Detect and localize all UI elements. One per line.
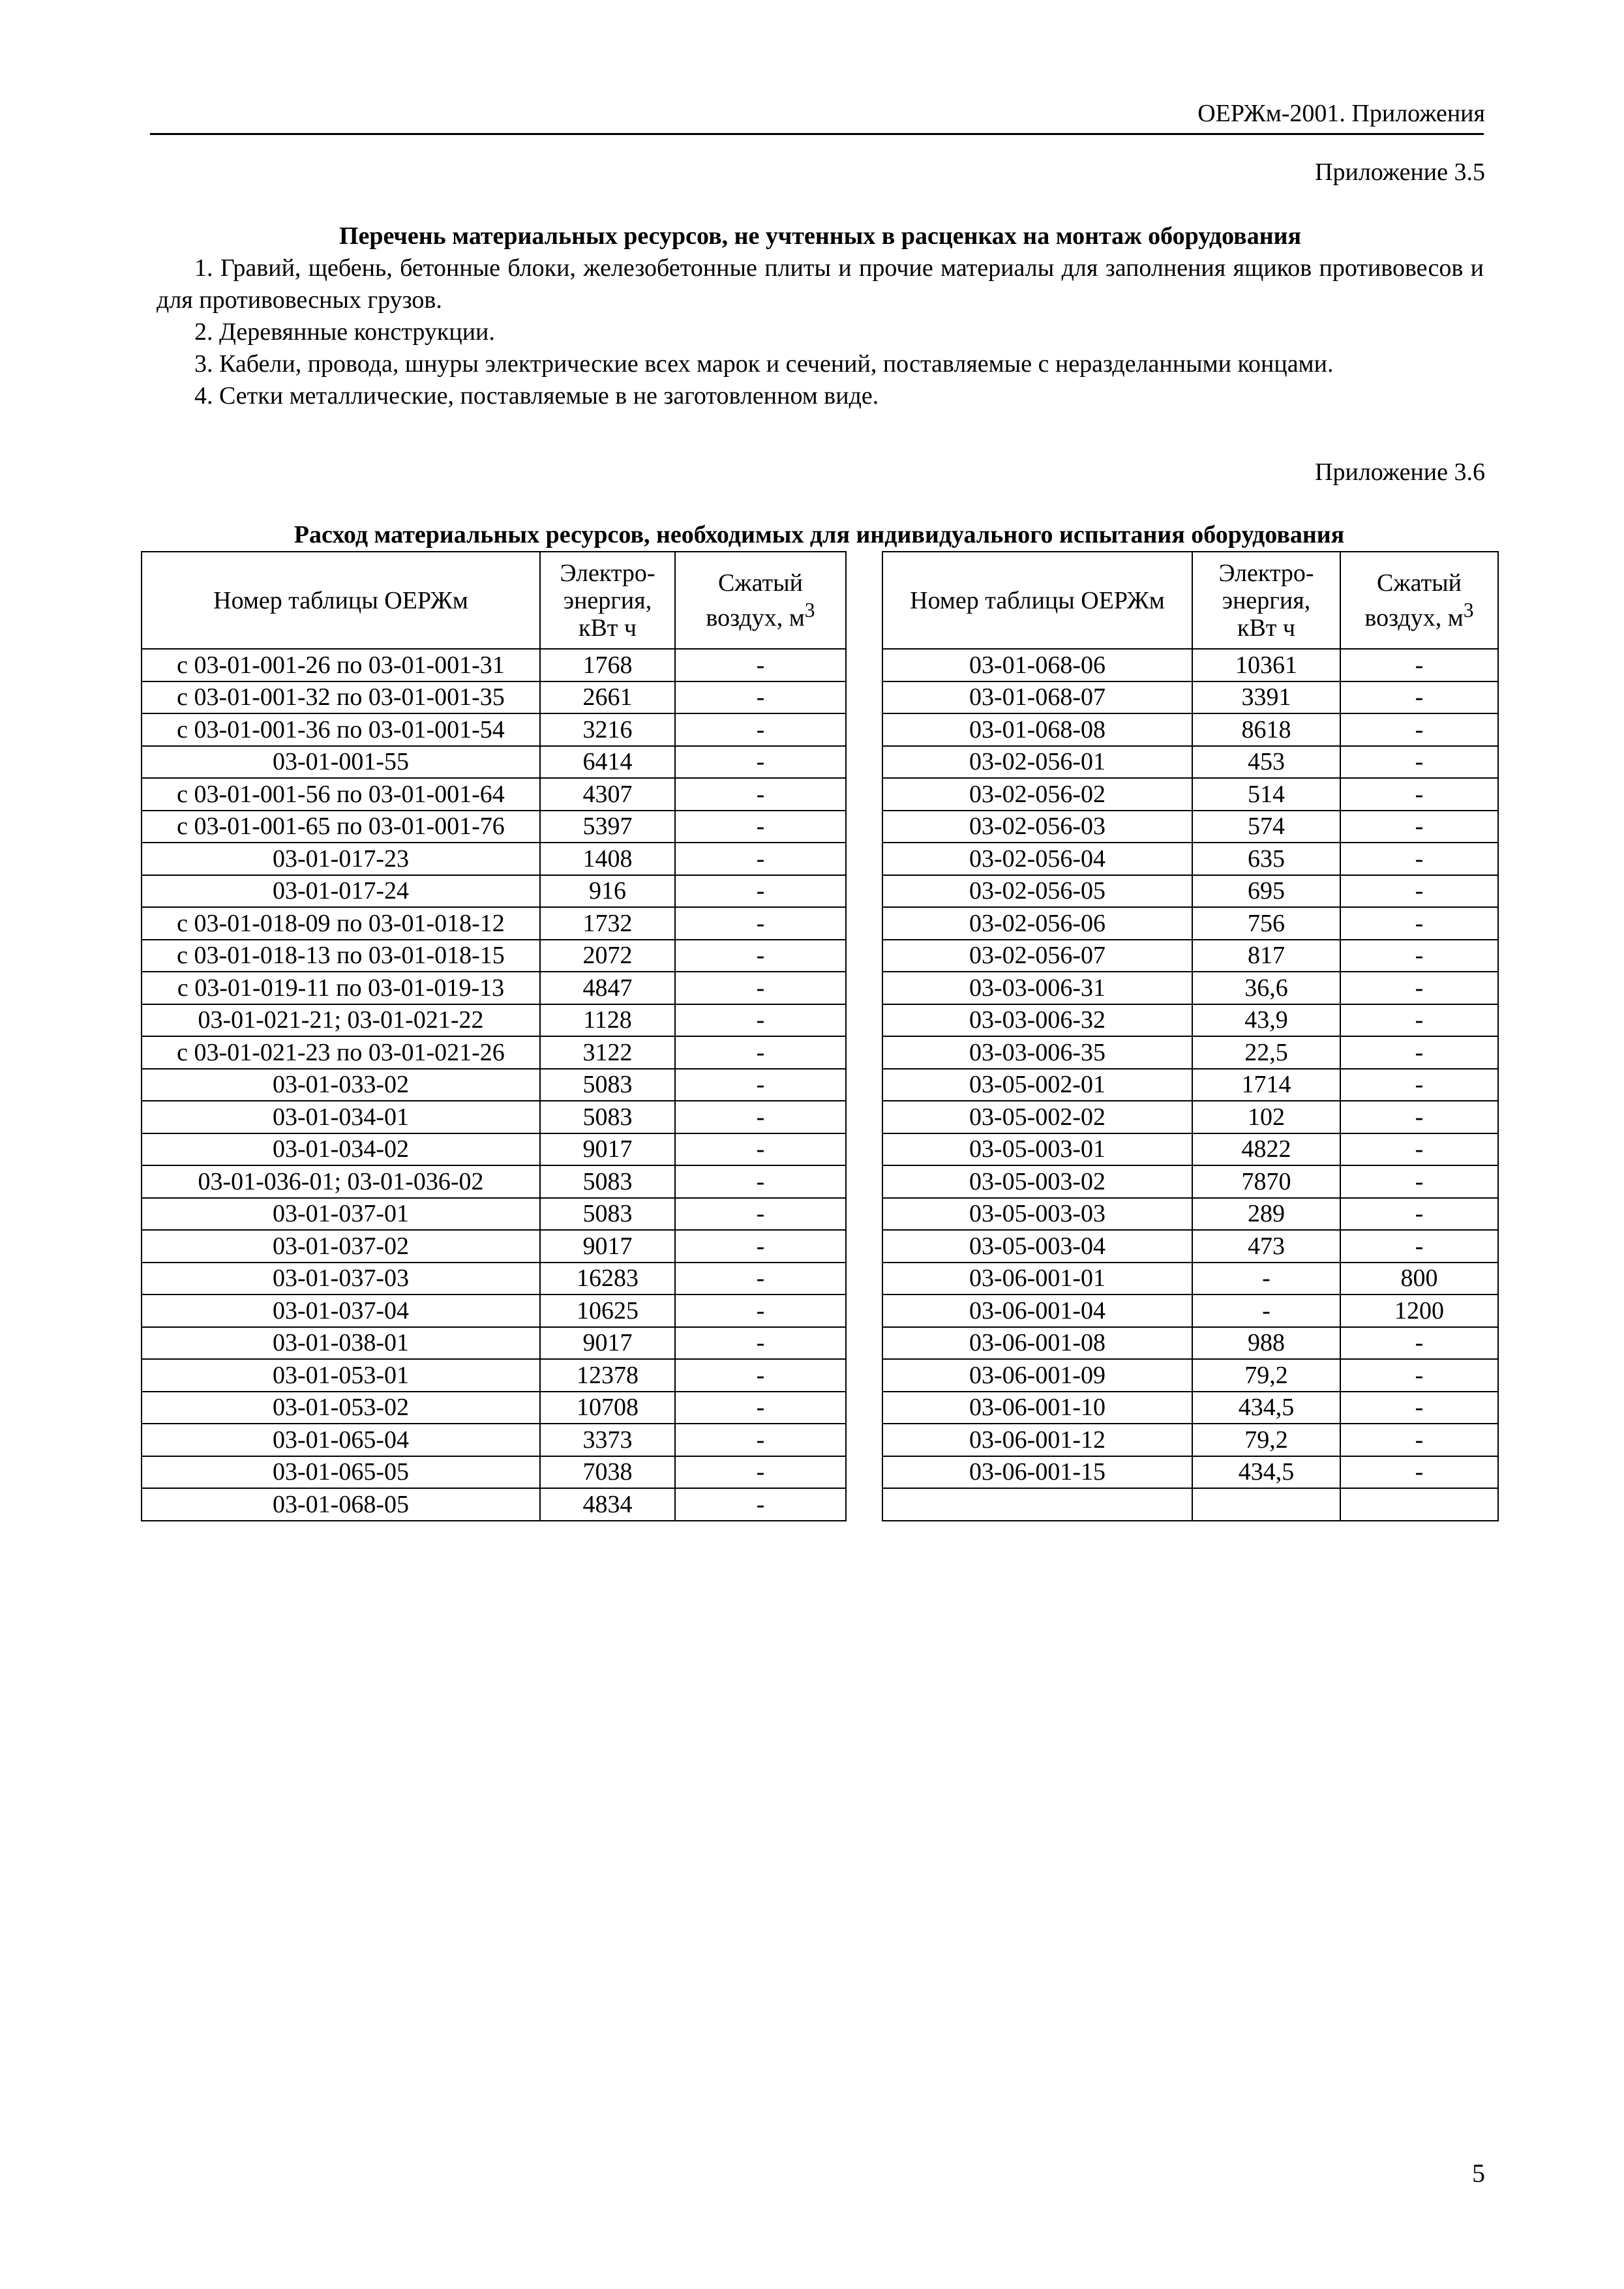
cell-table-number: 03-06-001-01 — [882, 1263, 1192, 1295]
table-row — [142, 1392, 846, 1424]
cell-energy: - — [1192, 1294, 1340, 1327]
cell-air: - — [675, 778, 846, 811]
cell-table-number: 03-01-068-08 — [882, 713, 1192, 746]
cell-table-number: 03-01-037-03 — [142, 1263, 540, 1295]
cell-table-number: 03-03-006-31 — [882, 972, 1192, 1004]
cell-air: - — [1340, 1101, 1498, 1133]
table-row — [882, 1133, 1498, 1166]
cell-energy: 1732 — [540, 907, 675, 940]
cell-air: - — [675, 1198, 846, 1231]
cell-table-number: 03-01-037-04 — [142, 1294, 540, 1327]
table-row — [142, 843, 846, 875]
cell-energy: 5083 — [540, 1165, 675, 1198]
column-header-table-number: Номер таблицы ОЕРЖм — [882, 552, 1192, 649]
cell-energy: 16283 — [540, 1263, 675, 1295]
cell-table-number: 03-03-006-35 — [882, 1036, 1192, 1069]
cell-energy — [1192, 1488, 1340, 1521]
cell-energy: 574 — [1192, 811, 1340, 843]
cell-table-number: 03-06-001-15 — [882, 1456, 1192, 1489]
cell-energy: 3373 — [540, 1424, 675, 1456]
column-header-energy: Электро- энергия, кВт ч — [540, 552, 675, 649]
cell-table-number — [882, 1488, 1192, 1521]
cell-table-number: 03-05-002-02 — [882, 1101, 1192, 1133]
table-row — [142, 1198, 846, 1231]
cell-energy: 434,5 — [1192, 1392, 1340, 1424]
appendix-3-5-section — [157, 220, 1484, 412]
cell-air: - — [675, 1101, 846, 1133]
table-row — [882, 1230, 1498, 1263]
cell-table-number: 03-05-002-01 — [882, 1069, 1192, 1101]
cell-energy: 6414 — [540, 746, 675, 779]
cell-air: - — [675, 1069, 846, 1101]
cell-air: - — [675, 713, 846, 746]
table-row — [142, 1165, 846, 1198]
cell-table-number: 03-05-003-01 — [882, 1133, 1192, 1166]
cell-air: - — [1340, 713, 1498, 746]
cell-table-number: 03-01-037-02 — [142, 1230, 540, 1263]
table-row — [142, 1488, 846, 1521]
cell-energy: 988 — [1192, 1327, 1340, 1360]
cell-energy: 289 — [1192, 1198, 1340, 1231]
table-row — [142, 713, 846, 746]
cell-table-number: 03-01-033-02 — [142, 1069, 540, 1101]
cell-table-number: 03-01-017-24 — [142, 875, 540, 908]
table-row — [882, 1069, 1498, 1101]
table-row — [882, 1263, 1498, 1295]
cell-air: - — [675, 811, 846, 843]
cell-air: - — [1340, 1069, 1498, 1101]
table-row — [882, 681, 1498, 714]
cell-table-number: с 03-01-001-26 по 03-01-001-31 — [142, 649, 540, 681]
table-row — [142, 1359, 846, 1392]
table-row — [142, 1004, 846, 1037]
cell-energy: 10708 — [540, 1392, 675, 1424]
cell-energy: 817 — [1192, 940, 1340, 972]
table-row — [882, 1327, 1498, 1360]
appendix-3-5-label: Приложение 3.5 — [1315, 158, 1485, 186]
cell-air: - — [1340, 746, 1498, 779]
cell-table-number: 03-02-056-05 — [882, 875, 1192, 908]
table-row — [142, 940, 846, 972]
table-row — [882, 875, 1498, 908]
cell-air: - — [1340, 649, 1498, 681]
table-row — [142, 1036, 846, 1069]
table-row — [882, 1456, 1498, 1489]
cell-air: - — [675, 843, 846, 875]
cell-table-number: 03-01-034-02 — [142, 1133, 540, 1166]
cell-air: - — [1340, 1133, 1498, 1166]
cell-table-number: 03-05-003-02 — [882, 1165, 1192, 1198]
cell-table-number: 03-06-001-10 — [882, 1392, 1192, 1424]
cell-energy: 79,2 — [1192, 1359, 1340, 1392]
table-row — [882, 811, 1498, 843]
cell-energy: 8618 — [1192, 713, 1340, 746]
table-row — [882, 649, 1498, 681]
cell-air: - — [675, 875, 846, 908]
cell-air: - — [675, 1294, 846, 1327]
cell-energy: 3216 — [540, 713, 675, 746]
cell-table-number: 03-01-065-05 — [142, 1456, 540, 1489]
cell-table-number: 03-01-036-01; 03-01-036-02 — [142, 1165, 540, 1198]
cell-energy: 434,5 — [1192, 1456, 1340, 1489]
cell-air: - — [675, 1359, 846, 1392]
cell-table-number: 03-05-003-04 — [882, 1230, 1192, 1263]
cell-air: 800 — [1340, 1263, 1498, 1295]
table-row — [142, 778, 846, 811]
running-header: ОЕРЖм-2001. Приложения — [1197, 100, 1485, 127]
cell-air: - — [675, 1327, 846, 1360]
cell-energy: 5083 — [540, 1101, 675, 1133]
table-row — [882, 1424, 1498, 1456]
cell-energy: 102 — [1192, 1101, 1340, 1133]
cell-table-number: 03-06-001-04 — [882, 1294, 1192, 1327]
cell-air: - — [675, 1456, 846, 1489]
cell-table-number: 03-05-003-03 — [882, 1198, 1192, 1231]
cell-air: - — [675, 746, 846, 779]
table-row — [142, 1327, 846, 1360]
table-row — [142, 681, 846, 714]
column-header-air: Сжатый воздух, $м^3$ — [675, 552, 846, 649]
cell-table-number: с 03-01-018-13 по 03-01-018-15 — [142, 940, 540, 972]
cell-table-number: 03-01-068-06 — [882, 649, 1192, 681]
cell-energy: 1128 — [540, 1004, 675, 1037]
cell-energy: 43,9 — [1192, 1004, 1340, 1037]
cell-table-number: 03-03-006-32 — [882, 1004, 1192, 1037]
list-item: 2. Деревянные конструкции. — [194, 318, 495, 346]
cell-air: - — [1340, 778, 1498, 811]
table-row — [882, 1488, 1498, 1521]
cell-air: - — [1340, 1198, 1498, 1231]
cell-energy: 7038 — [540, 1456, 675, 1489]
cell-air: - — [675, 1392, 846, 1424]
cell-air: - — [1340, 1424, 1498, 1456]
cell-table-number: с 03-01-001-56 по 03-01-001-64 — [142, 778, 540, 811]
table-row — [882, 778, 1498, 811]
header-rule — [150, 133, 1484, 135]
cell-energy: 5397 — [540, 811, 675, 843]
cell-energy: 514 — [1192, 778, 1340, 811]
table-row — [882, 843, 1498, 875]
cell-table-number: 03-06-001-12 — [882, 1424, 1192, 1456]
cell-table-number: 03-02-056-04 — [882, 843, 1192, 875]
cell-air: - — [1340, 811, 1498, 843]
cell-table-number: 03-01-068-07 — [882, 681, 1192, 714]
table-row — [882, 907, 1498, 940]
table-row — [882, 1004, 1498, 1037]
cell-energy: 5083 — [540, 1069, 675, 1101]
cell-table-number: 03-01-065-04 — [142, 1424, 540, 1456]
cell-energy: 7870 — [1192, 1165, 1340, 1198]
cell-table-number: 03-02-056-03 — [882, 811, 1192, 843]
table-header-row — [142, 552, 846, 649]
cell-air: - — [675, 1165, 846, 1198]
table-row — [142, 1230, 846, 1263]
cell-energy: 9017 — [540, 1327, 675, 1360]
cell-table-number: с 03-01-019-11 по 03-01-019-13 — [142, 972, 540, 1004]
cell-air: - — [675, 1230, 846, 1263]
cell-air: - — [1340, 1359, 1498, 1392]
cell-energy: 453 — [1192, 746, 1340, 779]
cell-table-number: 03-01-053-02 — [142, 1392, 540, 1424]
column-header-energy: Электро- энергия, кВт ч — [1192, 552, 1340, 649]
table-header-row — [882, 552, 1498, 649]
table-row — [142, 649, 846, 681]
cell-energy: 4822 — [1192, 1133, 1340, 1166]
table-row — [882, 746, 1498, 779]
appendix-3-6-label: Приложение 3.6 — [1315, 458, 1485, 486]
cell-energy: 916 — [540, 875, 675, 908]
resource-table-left — [141, 551, 847, 1521]
appendix-3-5-title: Перечень материальных ресурсов, не учтенных в расценках на монтаж оборудования — [338, 222, 1302, 250]
cell-air: - — [1340, 843, 1498, 875]
resource-table-right — [882, 551, 1499, 1521]
cell-energy: 3391 — [1192, 681, 1340, 714]
cell-table-number: с 03-01-021-23 по 03-01-021-26 — [142, 1036, 540, 1069]
cell-energy: 1714 — [1192, 1069, 1340, 1101]
cell-energy: 695 — [1192, 875, 1340, 908]
cell-energy: 79,2 — [1192, 1424, 1340, 1456]
table-row — [882, 940, 1498, 972]
cell-table-number: 03-02-056-06 — [882, 907, 1192, 940]
cell-table-number: 03-01-034-01 — [142, 1101, 540, 1133]
cell-air: - — [1340, 1004, 1498, 1037]
table-row — [142, 1263, 846, 1295]
cell-air: - — [1340, 1230, 1498, 1263]
cell-air: - — [1340, 1392, 1498, 1424]
cell-air: - — [1340, 875, 1498, 908]
cell-air: - — [1340, 1036, 1498, 1069]
cell-table-number: 03-01-001-55 — [142, 746, 540, 779]
cell-table-number: 03-01-053-01 — [142, 1359, 540, 1392]
list-item: 4. Сетки металлические, поставляемые в не заготовленном виде. — [194, 382, 879, 410]
cell-energy: 473 — [1192, 1230, 1340, 1263]
cell-energy: 12378 — [540, 1359, 675, 1392]
cell-table-number: 03-01-017-23 — [142, 843, 540, 875]
cell-air: - — [675, 1488, 846, 1521]
cell-table-number: 03-01-037-01 — [142, 1198, 540, 1231]
cell-energy: 22,5 — [1192, 1036, 1340, 1069]
cell-air: - — [675, 940, 846, 972]
cell-energy: 36,6 — [1192, 972, 1340, 1004]
cell-table-number: с 03-01-018-09 по 03-01-018-12 — [142, 907, 540, 940]
cell-table-number: 03-06-001-09 — [882, 1359, 1192, 1392]
table-row — [882, 1198, 1498, 1231]
cell-energy: 3122 — [540, 1036, 675, 1069]
cell-energy: 4847 — [540, 972, 675, 1004]
cell-energy: 2072 — [540, 940, 675, 972]
table-row — [142, 1456, 846, 1489]
column-header-air: Сжатый воздух, $м^3$ — [1340, 552, 1498, 649]
table-row — [142, 746, 846, 779]
cell-air: - — [675, 1133, 846, 1166]
cell-table-number: с 03-01-001-65 по 03-01-001-76 — [142, 811, 540, 843]
cell-air: - — [1340, 1165, 1498, 1198]
cell-energy: 635 — [1192, 843, 1340, 875]
table-row — [882, 1392, 1498, 1424]
cell-air: - — [1340, 940, 1498, 972]
cell-energy: 10625 — [540, 1294, 675, 1327]
table-row — [882, 1101, 1498, 1133]
cell-energy: 1768 — [540, 649, 675, 681]
cell-energy: 756 — [1192, 907, 1340, 940]
table-row — [882, 1165, 1498, 1198]
cell-table-number: 03-01-021-21; 03-01-021-22 — [142, 1004, 540, 1037]
cell-table-number: с 03-01-001-32 по 03-01-001-35 — [142, 681, 540, 714]
cell-table-number: 03-06-001-08 — [882, 1327, 1192, 1360]
cell-air: - — [1340, 681, 1498, 714]
table-row — [142, 1069, 846, 1101]
cell-energy: 10361 — [1192, 649, 1340, 681]
cell-energy: 1408 — [540, 843, 675, 875]
table-row — [142, 1133, 846, 1166]
cell-table-number: 03-01-038-01 — [142, 1327, 540, 1360]
table-row — [882, 1036, 1498, 1069]
page-number: 5 — [1472, 2159, 1485, 2188]
cell-table-number: 03-02-056-07 — [882, 940, 1192, 972]
column-header-table-number: Номер таблицы ОЕРЖм — [142, 552, 540, 649]
table-row — [142, 1294, 846, 1327]
table-row — [882, 1359, 1498, 1392]
cell-air: - — [675, 649, 846, 681]
table-row — [882, 972, 1498, 1004]
cell-table-number: 03-01-068-05 — [142, 1488, 540, 1521]
cell-table-number: с 03-01-001-36 по 03-01-001-54 — [142, 713, 540, 746]
list-item: 1. Гравий, щебень, бетонные блоки, железобетонные плиты и прочие материалы для заполнения ящиков противовесов и для противовесных грузов. — [157, 254, 1484, 314]
cell-table-number: 03-02-056-02 — [882, 778, 1192, 811]
cell-air: 1200 — [1340, 1294, 1498, 1327]
cell-energy: 5083 — [540, 1198, 675, 1231]
cell-energy: 4307 — [540, 778, 675, 811]
table-row — [142, 972, 846, 1004]
cell-air: - — [675, 972, 846, 1004]
cell-air — [1340, 1488, 1498, 1521]
cell-energy: 9017 — [540, 1230, 675, 1263]
cell-air: - — [675, 1263, 846, 1295]
table-row — [142, 1101, 846, 1133]
cell-air: - — [675, 1004, 846, 1037]
cell-table-number: 03-02-056-01 — [882, 746, 1192, 779]
cell-air: - — [675, 1424, 846, 1456]
cell-energy: 2661 — [540, 681, 675, 714]
table-row — [142, 875, 846, 908]
cell-air: - — [675, 907, 846, 940]
cell-energy: 4834 — [540, 1488, 675, 1521]
cell-energy: - — [1192, 1263, 1340, 1295]
cell-air: - — [1340, 907, 1498, 940]
table-row — [142, 907, 846, 940]
table-row — [142, 1424, 846, 1456]
list-item: 3. Кабели, провода, шнуры электрические всех марок и сечений, поставляемые с неразделанными концами. — [194, 350, 1334, 378]
cell-energy: 9017 — [540, 1133, 675, 1166]
cell-air: - — [1340, 1456, 1498, 1489]
appendix-3-6-title: Расход материальных ресурсов, необходимых для индивидуального испытания оборудования — [293, 521, 1345, 548]
cell-air: - — [675, 681, 846, 714]
table-row — [882, 1294, 1498, 1327]
cell-air: - — [675, 1036, 846, 1069]
cell-air: - — [1340, 1327, 1498, 1360]
cell-air: - — [1340, 972, 1498, 1004]
table-row — [882, 713, 1498, 746]
table-row — [142, 811, 846, 843]
